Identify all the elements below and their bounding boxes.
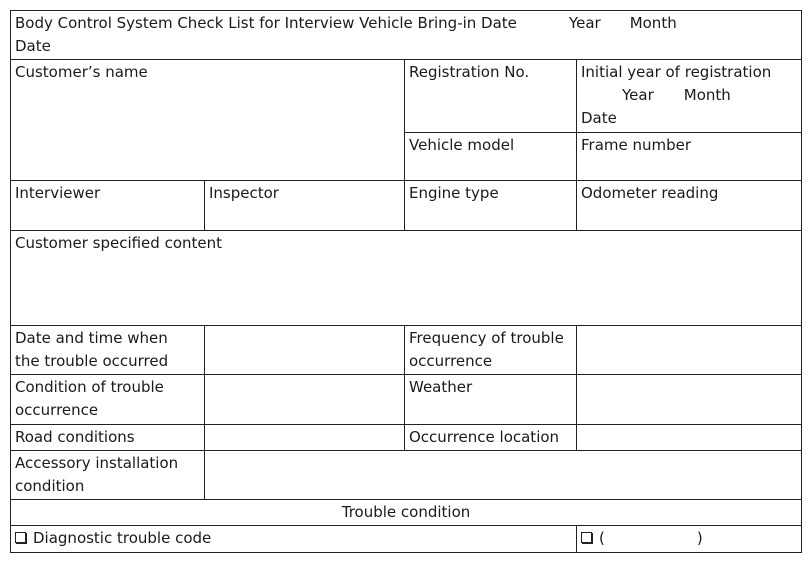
initial-registration-label: Initial year of registration [581,63,772,81]
trouble-frequency-label-line2: occurrence [409,352,493,370]
other-open-paren: ( [599,529,605,547]
odometer-reading-label: Odometer reading [581,184,719,202]
customer-name-field[interactable] [10,59,405,181]
occurrence-location-label-cell [404,424,577,451]
accessory-installation-value[interactable] [204,450,802,500]
registration-no-label: Registration No. [409,63,530,81]
accessory-installation-label-line2: condition [15,477,85,495]
customer-specified-content-label: Customer specified content [15,234,223,252]
interviewer-label: Interviewer [15,184,101,202]
trouble-frequency-value[interactable] [576,325,802,375]
inspector-label: Inspector [209,184,279,202]
trouble-condition-heading: Trouble condition [341,503,471,521]
trouble-condition-label-line1: Condition of trouble [15,378,164,396]
form-header [10,10,802,60]
form-title: Body Control System Check List for Interview Vehicle Bring-in Date [15,14,517,32]
header-month-label: Month [629,14,677,32]
engine-type-label: Engine type [409,184,499,202]
dtc-option-label: Diagnostic trouble code [33,529,212,547]
initial-year-label: Year [622,86,654,104]
initial-date-label: Date [581,109,617,127]
occurrence-location-value[interactable] [576,424,802,451]
interviewer-field[interactable] [10,180,205,231]
vehicle-model-field[interactable] [404,132,577,181]
initial-month-label: Month [683,86,731,104]
other-option[interactable] [576,525,802,553]
trouble-datetime-value[interactable] [204,325,405,375]
header-date-label: Date [15,37,51,55]
frame-number-field[interactable] [576,132,802,181]
road-conditions-label-cell [10,424,205,451]
trouble-condition-value[interactable] [204,374,405,425]
header-year-label: Year [568,14,601,32]
registration-no-field[interactable] [404,59,577,133]
trouble-frequency-label-cell [404,325,577,375]
odometer-reading-field[interactable] [576,180,802,231]
trouble-datetime-label-line2: the trouble occurred [15,352,169,370]
trouble-condition-label-cell [10,374,205,425]
weather-label-cell [404,374,577,425]
check-list-form [10,10,802,553]
inspector-field[interactable] [204,180,405,231]
engine-type-field[interactable] [404,180,577,231]
weather-label: Weather [409,378,473,396]
dtc-checkbox[interactable] [15,532,26,543]
occurrence-location-label: Occurrence location [409,428,560,446]
accessory-installation-label-cell [10,450,205,500]
frame-number-label: Frame number [581,136,692,154]
trouble-condition-label-line2: occurrence [15,401,99,419]
road-conditions-value[interactable] [204,424,405,451]
dtc-option[interactable] [10,525,577,553]
other-checkbox[interactable] [581,532,592,543]
trouble-condition-heading-cell [10,499,802,526]
trouble-frequency-label-line1: Frequency of trouble [409,329,564,347]
weather-value[interactable] [576,374,802,425]
road-conditions-label: Road conditions [15,428,135,446]
other-close-paren: ) [696,529,703,547]
vehicle-model-label: Vehicle model [409,136,515,154]
trouble-datetime-label-line1: Date and time when [15,329,168,347]
customer-name-label: Customer’s name [15,63,148,81]
trouble-datetime-label-cell [10,325,205,375]
customer-specified-content-field[interactable] [10,230,802,326]
accessory-installation-label-line1: Accessory installation [15,454,179,472]
initial-registration-field[interactable] [576,59,802,133]
